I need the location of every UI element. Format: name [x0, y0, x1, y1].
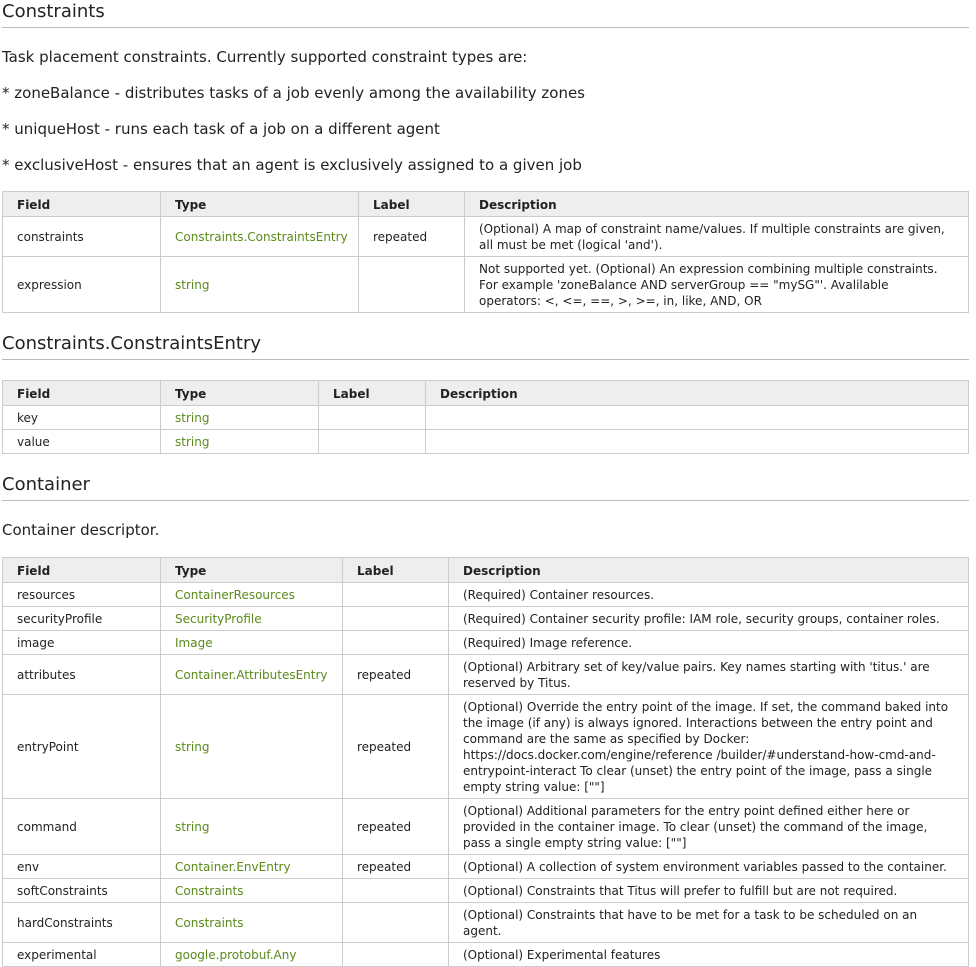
- cell-type: string: [161, 695, 343, 799]
- cell-label: repeated: [343, 655, 449, 695]
- cell-description: (Optional) Arbitrary set of key/value pairs. Key names starting with 'titus.' are reserved by Titus.: [449, 655, 969, 695]
- cell-description: (Required) Image reference.: [449, 631, 969, 655]
- cell-label: [343, 631, 449, 655]
- type-link[interactable]: Constraints: [161, 879, 343, 903]
- cell-description: (Optional) A map of constraint name/values. If multiple constraints are given, all must be met (logical 'and').: [465, 217, 969, 257]
- cell-field: securityProfile: [3, 607, 161, 631]
- constraints-entry-table: [2, 380, 969, 454]
- table-row: [3, 607, 969, 631]
- header-description: Description: [426, 381, 969, 406]
- table-row: [3, 879, 969, 903]
- cell-label: [319, 406, 426, 430]
- table-row: [3, 257, 969, 313]
- cell-description: (Optional) Override the entry point of the image. If set, the command baked into the image (if any) is always ignored. Interactions between the entry point and command are the same as specified by Docker: https://docs.docker.com/engine/reference /builder/#understand-how-cmd-and-entrypoint-interact To clear (unset) the entry point of the image, pass a single empty string value: [""]: [449, 695, 969, 799]
- table-row: [3, 217, 969, 257]
- table-header-row: [3, 558, 969, 583]
- cell-field: key: [3, 406, 161, 430]
- cell-label: [319, 430, 426, 454]
- cell-label: [343, 943, 449, 967]
- section-title-constraints-entry: Constraints.ConstraintsEntry: [2, 332, 969, 360]
- table-row: [3, 695, 969, 799]
- cell-field: entryPoint: [3, 695, 161, 799]
- cell-description: (Required) Container security profile: IAM role, security groups, container roles.: [449, 607, 969, 631]
- cell-description: (Optional) A collection of system environment variables passed to the container.: [449, 855, 969, 879]
- cell-field: experimental: [3, 943, 161, 967]
- cell-label: [359, 257, 465, 313]
- cell-description: (Optional) Additional parameters for the entry point defined either here or provided in the container image. To clear (unset) the command of the image, pass a single empty string value: [""]: [449, 799, 969, 855]
- constraints-table: [2, 191, 969, 313]
- table-row: [3, 631, 969, 655]
- container-table: [2, 557, 969, 967]
- cell-field: expression: [3, 257, 161, 313]
- table-header-row: [3, 381, 969, 406]
- type-link[interactable]: SecurityProfile: [161, 607, 343, 631]
- table-row: [3, 903, 969, 943]
- header-field: Field: [3, 558, 161, 583]
- constraints-intro: Task placement constraints. Currently supported constraint types are:: [2, 48, 528, 66]
- cell-label: [343, 583, 449, 607]
- header-description: Description: [465, 192, 969, 217]
- cell-description: Not supported yet. (Optional) An expression combining multiple constraints. For example 'zoneBalance AND serverGroup == "mySG"'. Avalilable operators: <, <=, ==, >, >=, in, like, AND, OR: [465, 257, 969, 313]
- cell-type: string: [161, 799, 343, 855]
- constraints-zone-balance: * zoneBalance - distributes tasks of a job evenly among the availability zones: [2, 84, 586, 102]
- header-label: Label: [343, 558, 449, 583]
- header-type: Type: [161, 381, 319, 406]
- cell-label: repeated: [343, 855, 449, 879]
- cell-description: (Optional) Experimental features: [449, 943, 969, 967]
- section-title-constraints: Constraints: [2, 0, 969, 28]
- type-link[interactable]: ContainerResources: [161, 583, 343, 607]
- table-row: [3, 799, 969, 855]
- cell-label: [343, 607, 449, 631]
- cell-field: env: [3, 855, 161, 879]
- table-row: [3, 583, 969, 607]
- container-description: Container descriptor.: [2, 521, 160, 539]
- cell-type: string: [161, 406, 319, 430]
- cell-description: (Optional) Constraints that have to be met for a task to be scheduled on an agent.: [449, 903, 969, 943]
- table-row: [3, 855, 969, 879]
- cell-label: [343, 879, 449, 903]
- cell-field: attributes: [3, 655, 161, 695]
- header-field: Field: [3, 381, 161, 406]
- header-type: Type: [161, 192, 359, 217]
- cell-label: [343, 903, 449, 943]
- type-link[interactable]: Container.AttributesEntry: [161, 655, 343, 695]
- cell-label: repeated: [359, 217, 465, 257]
- cell-description: (Required) Container resources.: [449, 583, 969, 607]
- table-row: [3, 655, 969, 695]
- header-label: Label: [359, 192, 465, 217]
- header-type: Type: [161, 558, 343, 583]
- table-header-row: [3, 192, 969, 217]
- type-link[interactable]: Constraints.ConstraintsEntry: [161, 217, 359, 257]
- cell-type: string: [161, 430, 319, 454]
- cell-field: value: [3, 430, 161, 454]
- cell-field: image: [3, 631, 161, 655]
- header-description: Description: [449, 558, 969, 583]
- header-field: Field: [3, 192, 161, 217]
- cell-description: (Optional) Constraints that Titus will prefer to fulfill but are not required.: [449, 879, 969, 903]
- type-link[interactable]: Image: [161, 631, 343, 655]
- cell-label: repeated: [343, 799, 449, 855]
- type-link[interactable]: google.protobuf.Any: [161, 943, 343, 967]
- constraints-exclusive-host: * exclusiveHost - ensures that an agent is exclusively assigned to a given job: [2, 156, 582, 174]
- cell-field: constraints: [3, 217, 161, 257]
- constraints-unique-host: * uniqueHost - runs each task of a job on a different agent: [2, 120, 440, 138]
- table-row: [3, 943, 969, 967]
- type-link[interactable]: Container.EnvEntry: [161, 855, 343, 879]
- cell-description: [426, 430, 969, 454]
- cell-type: string: [161, 257, 359, 313]
- cell-field: command: [3, 799, 161, 855]
- table-row: [3, 406, 969, 430]
- header-label: Label: [319, 381, 426, 406]
- type-link[interactable]: Constraints: [161, 903, 343, 943]
- table-row: [3, 430, 969, 454]
- cell-field: hardConstraints: [3, 903, 161, 943]
- cell-description: [426, 406, 969, 430]
- cell-field: resources: [3, 583, 161, 607]
- cell-field: softConstraints: [3, 879, 161, 903]
- cell-label: repeated: [343, 695, 449, 799]
- section-title-container: Container: [2, 473, 969, 501]
